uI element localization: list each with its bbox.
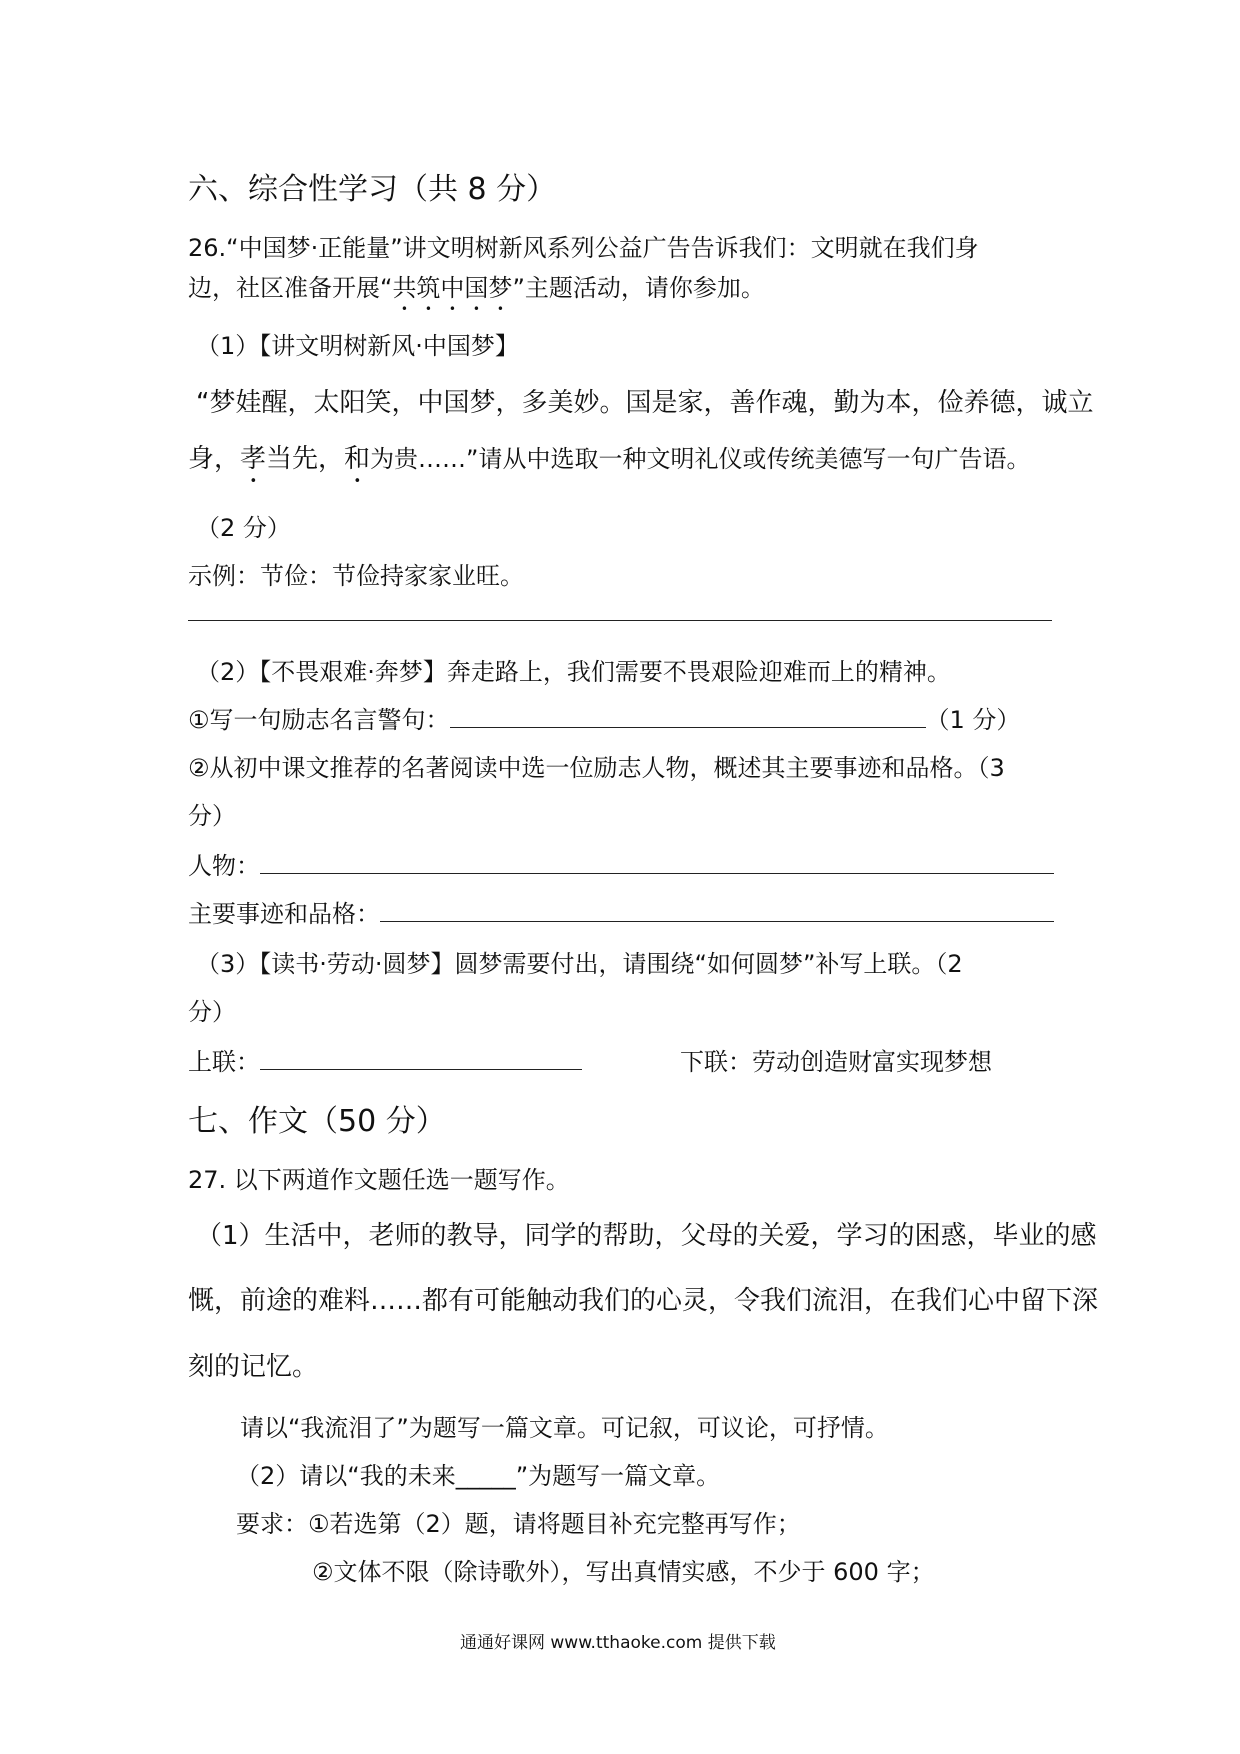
q27-part1-line2: 慨，前途的难料……都有可能触动我们的心灵，令我们流泪，在我们心中留下深 [188, 1286, 1099, 1316]
q26-part2-item2-line2: 分） [188, 802, 236, 830]
q26-theme-dotted: 共筑中国梦 [392, 274, 513, 302]
answer-line[interactable] [188, 620, 1052, 621]
person-answer-blank[interactable] [260, 851, 1054, 874]
q26-intro-line2 [188, 268, 765, 316]
q26-part1-title: （1）【讲文明树新风·中国梦】 [196, 332, 519, 360]
q26-part3-line1: （3）【读书·劳动·圆梦】圆梦需要付出，请围绕“如何圆梦”补写上联。（2 [196, 950, 963, 978]
q26-part1-quote-line2 [188, 438, 1031, 489]
q27-part1-line1: （1）生活中，老师的教导，同学的帮助，父母的关爱，学习的困惑，毕业的感 [196, 1221, 1097, 1251]
q27-intro: 27. 以下两道作文题任选一题写作。 [188, 1166, 570, 1194]
q26-intro-line2-a: 边，社区准备开展“ [188, 274, 393, 302]
person-label: 人物： [188, 852, 260, 880]
q26-part2-item1-score: （1 分） [925, 706, 1021, 734]
couplet-upper-row [188, 1042, 582, 1077]
page-footer: 通通好课网 www.tthaoke.com 提供下载 [460, 1633, 776, 1653]
deeds-row [188, 894, 1054, 929]
person-row [188, 846, 1054, 881]
q26-part3-line2: 分） [188, 998, 236, 1026]
motto-answer-blank[interactable] [450, 705, 926, 728]
q27-requirement-1: 要求：①若选第（2）题，请将题目补充完整再写作； [236, 1510, 801, 1538]
q26-part1-score: （2 分） [196, 514, 291, 542]
q27-part2: （2）请以“我的未来_____”为题写一篇文章。 [236, 1462, 721, 1490]
q26-part2-item1-label: ①写一句励志名言警句： [188, 706, 450, 734]
q26-part1-quote-line1: “梦娃醒，太阳笑，中国梦，多美妙。国是家，善作魂，勤为本，俭养德，诚立 [196, 388, 1094, 418]
quote-dotted-he: 和 [344, 444, 371, 474]
q26-part2-item2-line1: ②从初中课文推荐的名著阅读中选一位励志人物，概述其主要事迹和品格。（3 [188, 754, 1005, 782]
q26-part2-title: （2）【不畏艰难·奔梦】奔走路上，我们需要不畏艰险迎难而上的精神。 [196, 658, 951, 686]
deeds-answer-blank[interactable] [380, 899, 1054, 922]
q26-part1-example: 示例：节俭：节俭持家家业旺。 [188, 562, 524, 590]
deeds-label: 主要事迹和品格： [188, 900, 380, 928]
q27-part1-task: 请以“我流泪了”为题写一篇文章。可记叙，可议论，可抒情。 [240, 1414, 889, 1442]
q26-intro-line1: 26.“中国梦·正能量”讲文明树新风系列公益广告告诉我们：文明就在我们身 [188, 234, 979, 262]
section-6-title: 六、综合性学习（共 8 分） [188, 172, 557, 207]
quote-line2-b: 当先， [266, 444, 345, 474]
quote-line2-c: 为贵……”请从中选取一种文明礼仪或传统美德写一句广告语。 [370, 445, 1031, 473]
section-7-title: 七、作文（50 分） [188, 1104, 446, 1139]
quote-line2-a: 身， [188, 444, 241, 474]
q26-intro-line2-b: ”主题活动，请你参加。 [512, 274, 765, 302]
couplet-upper-label: 上联： [188, 1048, 260, 1076]
q27-requirement-2: ②文体不限（除诗歌外），写出真情实感，不少于 600 字； [312, 1558, 935, 1586]
quote-dotted-xiao: 孝 [240, 444, 267, 474]
q27-part1-line3: 刻的记忆。 [188, 1352, 319, 1382]
q26-part2-item1 [188, 700, 1020, 735]
couplet-lower: 下联：劳动创造财富实现梦想 [680, 1048, 992, 1076]
couplet-upper-blank[interactable] [260, 1047, 582, 1070]
